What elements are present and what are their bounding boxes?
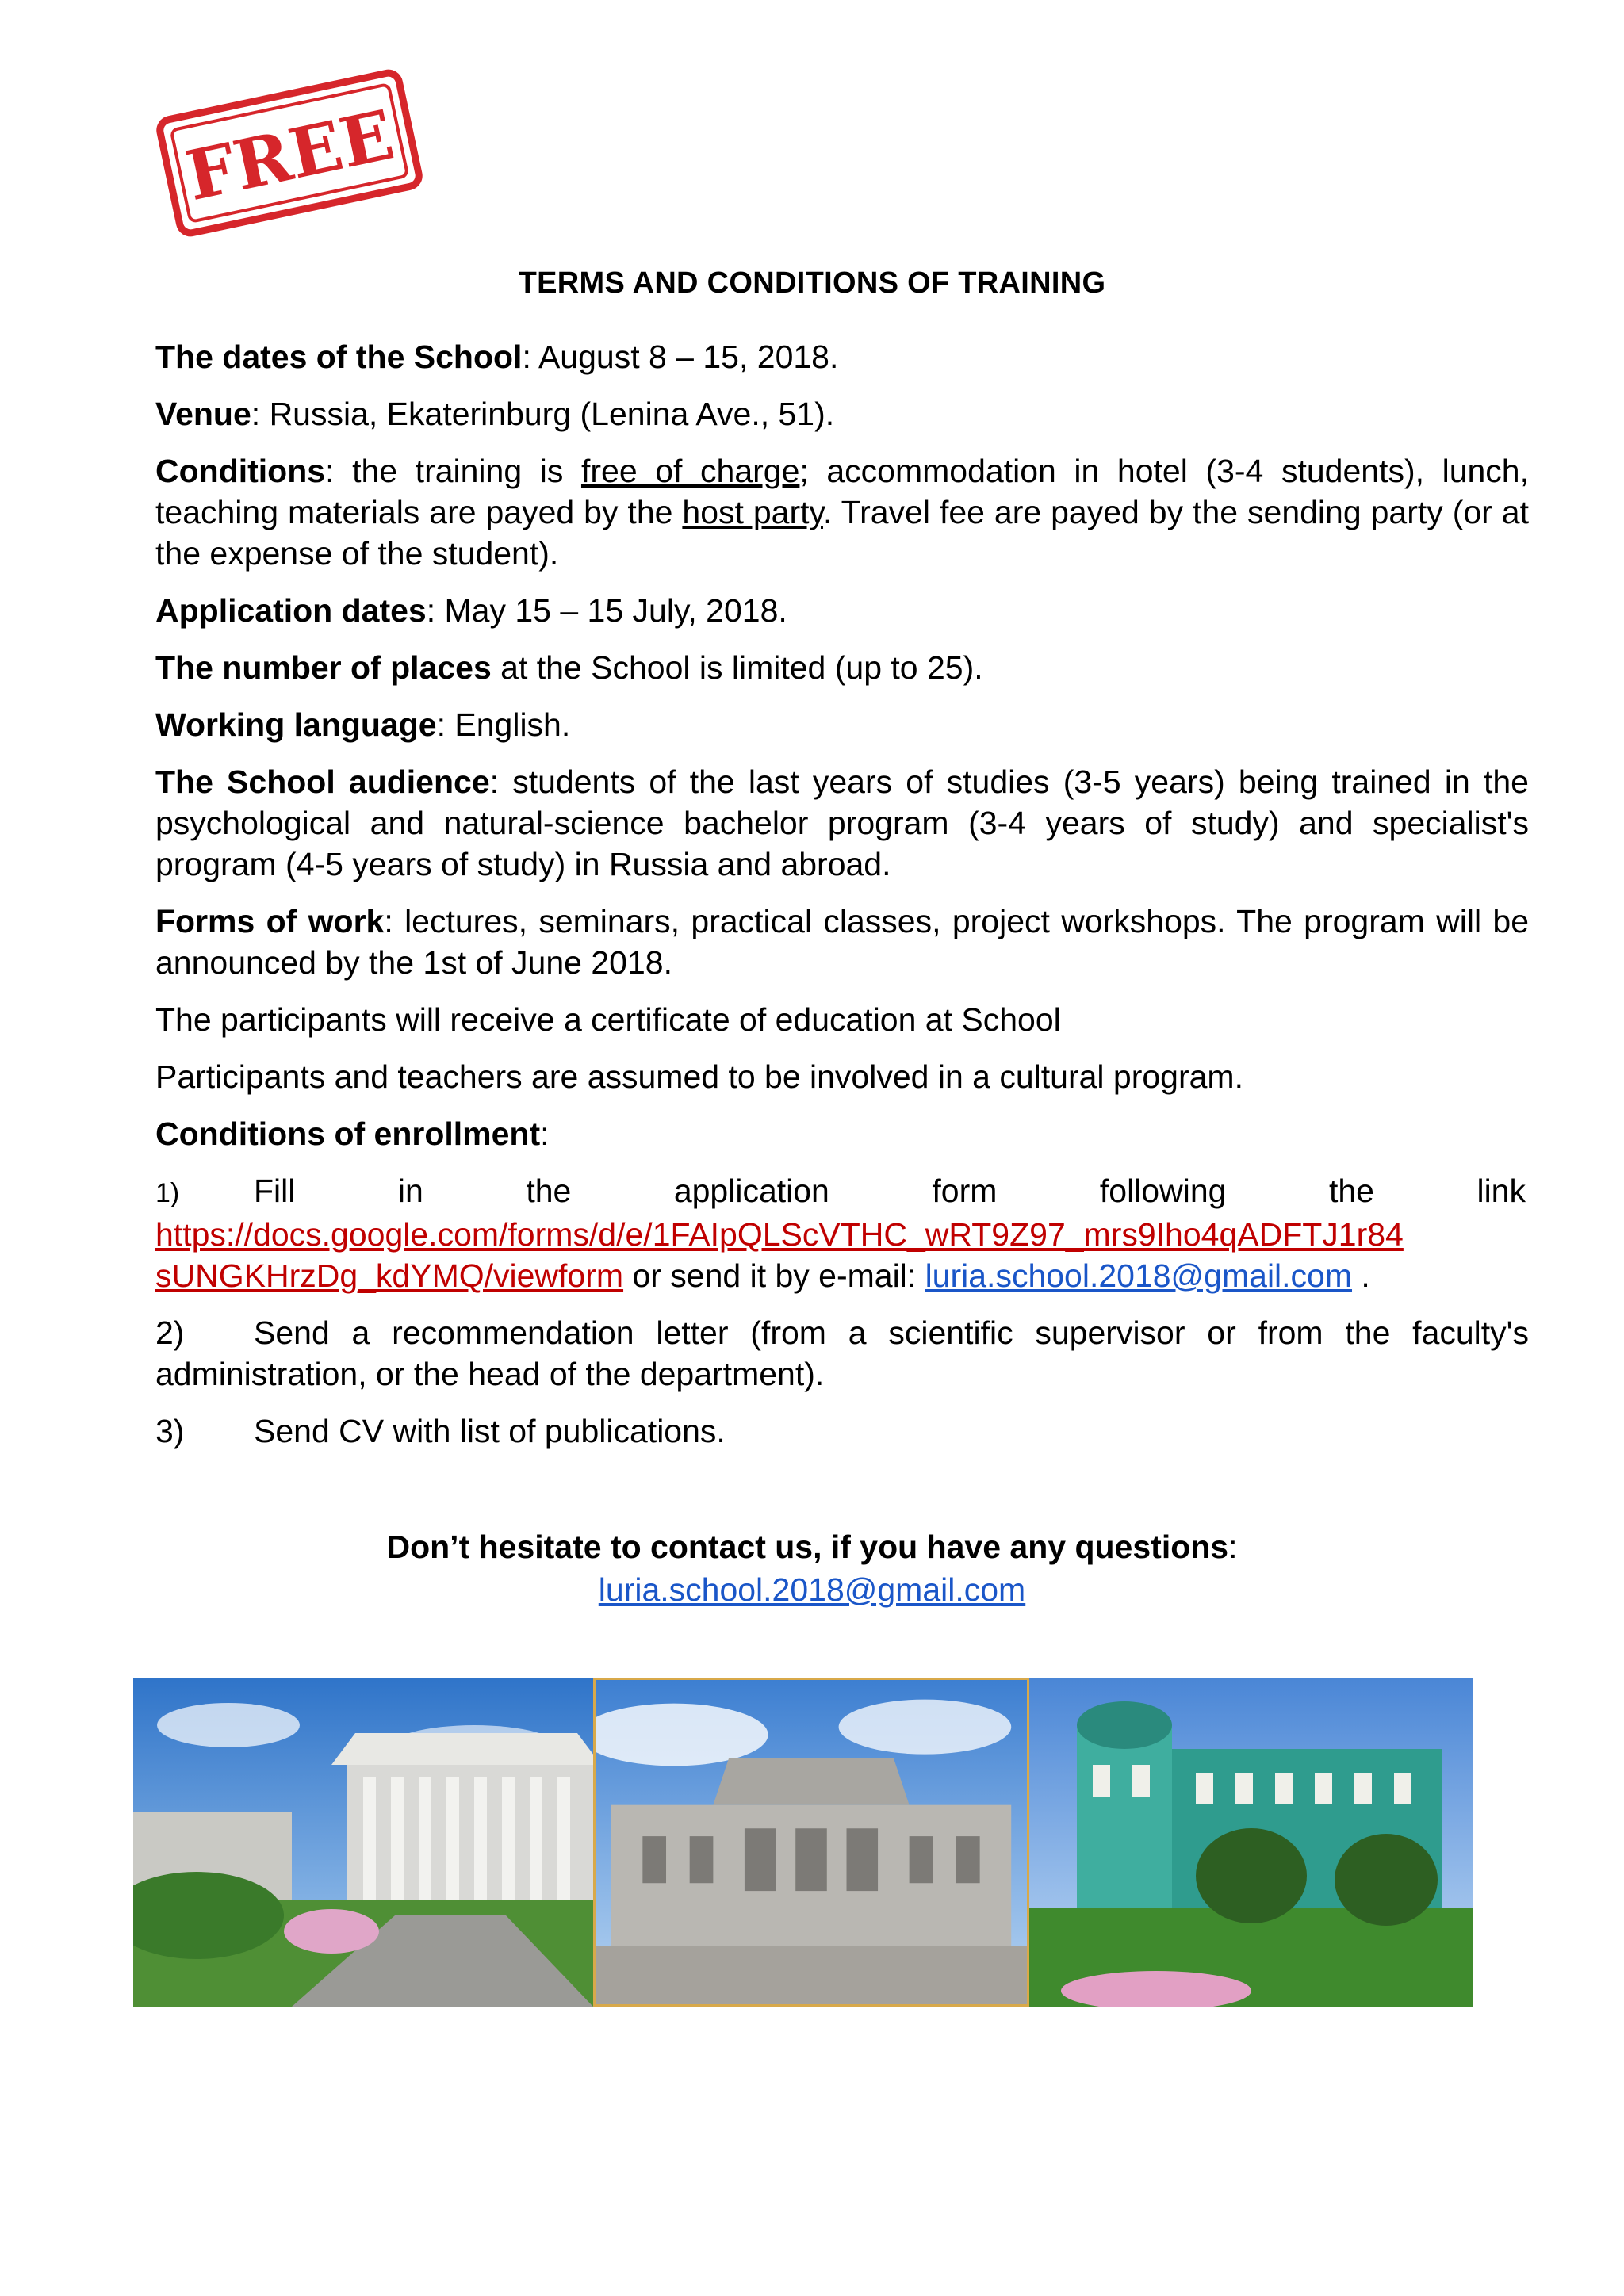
- terms-body: [155, 336, 1529, 1468]
- enrollment-colon: :: [540, 1115, 550, 1152]
- contact-line: [0, 1525, 1624, 1568]
- contact-label: Don’t hesitate to contact us, if you have any questions: [386, 1529, 1229, 1565]
- enrollment-label: Conditions of enrollment: [155, 1115, 541, 1152]
- item-1-end: .: [1352, 1257, 1370, 1294]
- item-number: 2): [155, 1314, 185, 1351]
- university-building-photo: [133, 1678, 593, 2007]
- forms-label: Forms of work: [155, 903, 385, 939]
- conditions-text-1: : the training is: [325, 453, 581, 489]
- stamp-text: FREE: [179, 94, 401, 217]
- venue-label: Venue: [155, 396, 251, 432]
- conditions-text-2: ; accommodation in hotel (3-4 students), lunch, teaching materials are payed by the: [155, 453, 1529, 530]
- places-value: at the School is limited (up to 25).: [491, 649, 983, 686]
- application-value: : May 15 – 15 July, 2018.: [426, 592, 787, 629]
- application-paragraph: [155, 590, 1529, 631]
- places-label: The number of places: [155, 649, 492, 686]
- conditions-label: Conditions: [155, 453, 326, 489]
- item-number: 3): [155, 1413, 185, 1449]
- dates-label: The dates of the School: [155, 339, 523, 375]
- item-3-text: Send CV with list of publications.: [254, 1413, 726, 1449]
- venue-value: : Russia, Ekaterinburg (Lenina Ave., 51).: [251, 396, 835, 432]
- language-label: Working language: [155, 706, 437, 743]
- contact-block: [0, 1525, 1624, 1611]
- dates-paragraph: [155, 336, 1529, 377]
- audience-value: : students of the last years of studies (3-5 years) being trained in the psychological and natural-science bachelor program (3-4 years of study) and specialist's program (4-5 years of study) in Russia and abroad.: [155, 763, 1529, 882]
- enrollment-heading: [155, 1113, 1529, 1154]
- item-1-mid: or send it by e-mail:: [623, 1257, 925, 1294]
- item-2-text: Send a recommendation letter (from a scientific supervisor or from the faculty's administration, or the head of the department).: [155, 1314, 1529, 1392]
- sevastyanov-house-photo: [1029, 1678, 1473, 2007]
- item-number: 1): [155, 1178, 180, 1208]
- language-paragraph: [155, 704, 1529, 745]
- application-form-link-cont[interactable]: sUNGKHrzDg_kdYMQ/viewform: [155, 1257, 624, 1294]
- audience-paragraph: [155, 761, 1529, 885]
- language-value: : English.: [436, 706, 571, 743]
- audience-label: The School audience: [155, 763, 490, 800]
- forms-value: : lectures, seminars, practical classes, project workshops. The program will be announced by the 1st of June 2018.: [155, 903, 1530, 981]
- conditions-paragraph: [155, 450, 1529, 574]
- host-party-text: host party: [682, 494, 823, 530]
- forms-paragraph: [155, 901, 1529, 983]
- dates-value: : August 8 – 15, 2018.: [522, 339, 839, 375]
- page-title: TERMS AND CONDITIONS OF TRAINING: [518, 266, 1106, 300]
- enrollment-item-2: [155, 1312, 1529, 1395]
- item-1-text: Fill in the application form following the link: [254, 1173, 1526, 1209]
- contact-email-line: [0, 1568, 1624, 1611]
- opera-theatre-photo: [593, 1678, 1029, 2007]
- application-form-link[interactable]: https://docs.google.com/forms/d/e/1FAIpQLScVTHC_wRT9Z97_mrs9Iho4qADFTJ1r84: [155, 1216, 1404, 1253]
- enrollment-item-1: [155, 1170, 1529, 1296]
- conditions-text-3: . Travel fee are payed by the sending party (or at the expense of the student).: [155, 494, 1529, 572]
- cultural-paragraph: Participants and teachers are assumed to be involved in a cultural program.: [155, 1058, 1243, 1095]
- contact-colon: :: [1228, 1529, 1238, 1565]
- enrollment-item-3: [155, 1410, 1529, 1452]
- contact-email-link[interactable]: luria.school.2018@gmail.com: [925, 1257, 1353, 1294]
- free-of-charge-text: free of charge: [580, 453, 800, 489]
- venue-paragraph: [155, 393, 1529, 434]
- photo-strip: [133, 1678, 1473, 2007]
- certificate-paragraph: The participants will receive a certificate of education at School: [155, 1001, 1061, 1038]
- places-paragraph: [155, 647, 1529, 688]
- contact-email-link-bottom[interactable]: luria.school.2018@gmail.com: [598, 1571, 1026, 1608]
- application-label: Application dates: [155, 592, 427, 629]
- free-stamp: [152, 64, 427, 243]
